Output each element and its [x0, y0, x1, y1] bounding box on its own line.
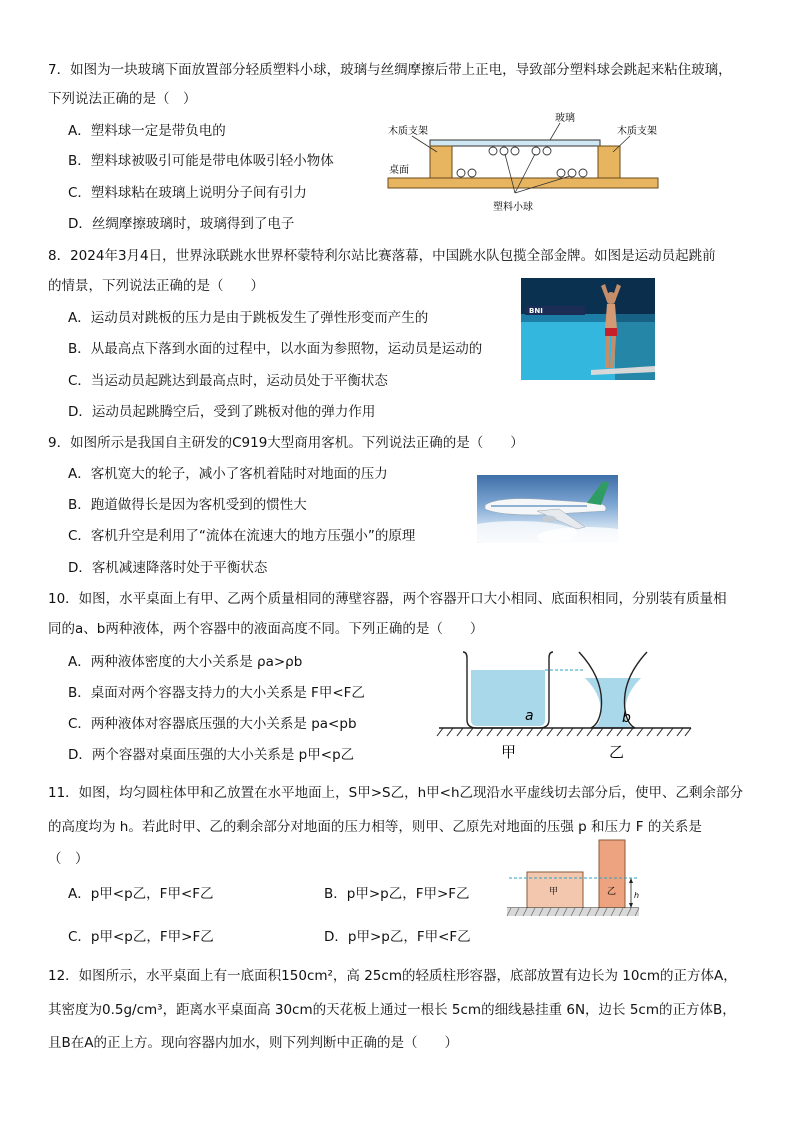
q11-figure [505, 836, 645, 920]
q9-option-c: C．客机升空是利用了“流体在流速大的地方压强小”的原理 [68, 528, 416, 544]
q10-stem-line1: 10．如图，水平桌面上有甲、乙两个质量相同的薄壁容器，两个容器开口大小相同、底面积相同，分别装有质量相 [48, 591, 727, 607]
q10-option-d: D．两个容器对桌面压强的大小关系是 p甲<p乙 [68, 747, 355, 763]
q12-stem-line3: 且B在A的正上方。现向容器内加水，则下列判断中正确的是（ ） [48, 1035, 458, 1051]
q8-option-d: D．运动员起跳腾空后，受到了跳板对他的弹力作用 [68, 404, 376, 420]
q10-option-a: A．两种液体密度的大小关系是 ρa>ρb [68, 654, 303, 670]
q11-option-d: D．p甲>p乙，F甲<F乙 [324, 929, 471, 945]
photo-sponsor-text: BNI [529, 307, 543, 315]
label-jia: 甲 [501, 743, 517, 761]
q9-option-b: B．跑道做得长是因为客机受到的惯性大 [68, 497, 307, 513]
diver-photo [521, 278, 655, 380]
label-a: a [525, 708, 534, 724]
balls-on-desk [457, 169, 587, 177]
liquid-a [471, 670, 545, 726]
label-balls: 塑料小球 [493, 202, 533, 213]
q10-option-b: B．桌面对两个容器支持力的大小关系是 F甲<F乙 [68, 685, 365, 701]
q7-option-d: D．丝绸摩擦玻璃时，玻璃得到了电子 [68, 216, 295, 232]
q8-option-b: B．从最高点下落到水面的过程中，以水面为参照物，运动员是运动的 [68, 341, 483, 357]
label-yi: 乙 [607, 887, 617, 897]
label-yi: 乙 [609, 743, 625, 761]
q11-option-b: B．p甲>p乙，F甲>F乙 [324, 886, 470, 902]
cylinder-yi [599, 840, 625, 908]
label-left-support: 木质支架 [388, 126, 428, 137]
label-h: h [634, 891, 640, 900]
right-wood-support [598, 146, 620, 178]
q8-stem-line2: 的情景，下列说法正确的是（ ） [48, 278, 264, 294]
liquid-b [585, 678, 641, 728]
glass-plate [430, 140, 600, 146]
q12-stem-line1: 12．如图所示，水平桌面上有一底面积150cm²，高 25cm的轻质柱形容器，底部放置有边长为 10cm的正方体A， [48, 968, 737, 984]
c919-photo [477, 475, 618, 543]
q10-option-c: C．两种液体对容器底压强的大小关系是 pa<pb [68, 716, 357, 732]
label-desk: 桌面 [389, 165, 409, 176]
q8-stem-line1: 8．2024年3月4日，世界泳联跳水世界杯蒙特利尔站比赛落幕，中国跳水队包揽全部金牌。如图是运动员起跳前 [48, 248, 716, 264]
q10-stem-line2: 同的a、b两种液体，两个容器中的液面高度不同。下列正确的是（ ） [48, 621, 484, 637]
q7-figure [385, 110, 665, 220]
q11-stem-line2: 的高度均为 h。若此时甲、乙的剩余部分对地面的压力相等，则甲、乙原先对地面的压强 p 和压力 F 的关系是 [48, 819, 702, 835]
q11-option-c: C．p甲<p乙，F甲>F乙 [68, 929, 214, 945]
desk-board [388, 178, 658, 188]
q8-option-a: A．运动员对跳板的压力是由于跳板发生了弹性形变而产生的 [68, 310, 429, 326]
q9-option-a: A．客机宽大的轮子，减小了客机着陆时对地面的压力 [68, 466, 388, 482]
q7-option-b: B．塑料球被吸引可能是带电体吸引轻小物体 [68, 153, 334, 169]
balls-on-glass [489, 147, 551, 155]
q8-option-c: C．当运动员起跳达到最高点时，运动员处于平衡状态 [68, 373, 388, 389]
label-right-support: 木质支架 [617, 126, 657, 137]
q7-option-c: C．塑料球粘在玻璃上说明分子间有引力 [68, 185, 307, 201]
q7-option-a: A．塑料球一定是带负电的 [68, 123, 226, 139]
left-wood-support [430, 146, 452, 178]
label-b: b [622, 710, 631, 726]
q7-stem-line1: 7．如图为一块玻璃下面放置部分轻质塑料小球，玻璃与丝绸摩擦后带上正电，导致部分塑料球会跳起来粘住玻璃， [48, 62, 732, 78]
label-jia: 甲 [549, 887, 559, 897]
q12-stem-line2: 其密度为0.5g/cm³，距离水平桌面高 30cm的天花板上通过一根长 5cm的细线悬挂重 6N，边长 5cm的正方体B， [48, 1002, 736, 1018]
q11-stem-line1: 11．如图，均匀圆柱体甲和乙放置在水平地面上，S甲>S乙，h甲<h乙现沿水平虚线切去部分后，使甲、乙剩余部分 [48, 785, 744, 801]
q11-option-a: A．p甲<p乙，F甲<F乙 [68, 886, 214, 902]
table-hatching [437, 728, 691, 736]
q10-figure [435, 640, 695, 765]
q7-stem-line2: 下列说法正确的是（ ） [48, 91, 197, 107]
q11-stem-line3: （ ） [48, 851, 89, 867]
label-glass: 玻璃 [555, 113, 575, 124]
q9-option-d: D．客机减速降落时处于平衡状态 [68, 560, 268, 576]
q9-stem: 9．如图所示是我国自主研发的C919大型商用客机。下列说法正确的是（ ） [48, 435, 524, 451]
